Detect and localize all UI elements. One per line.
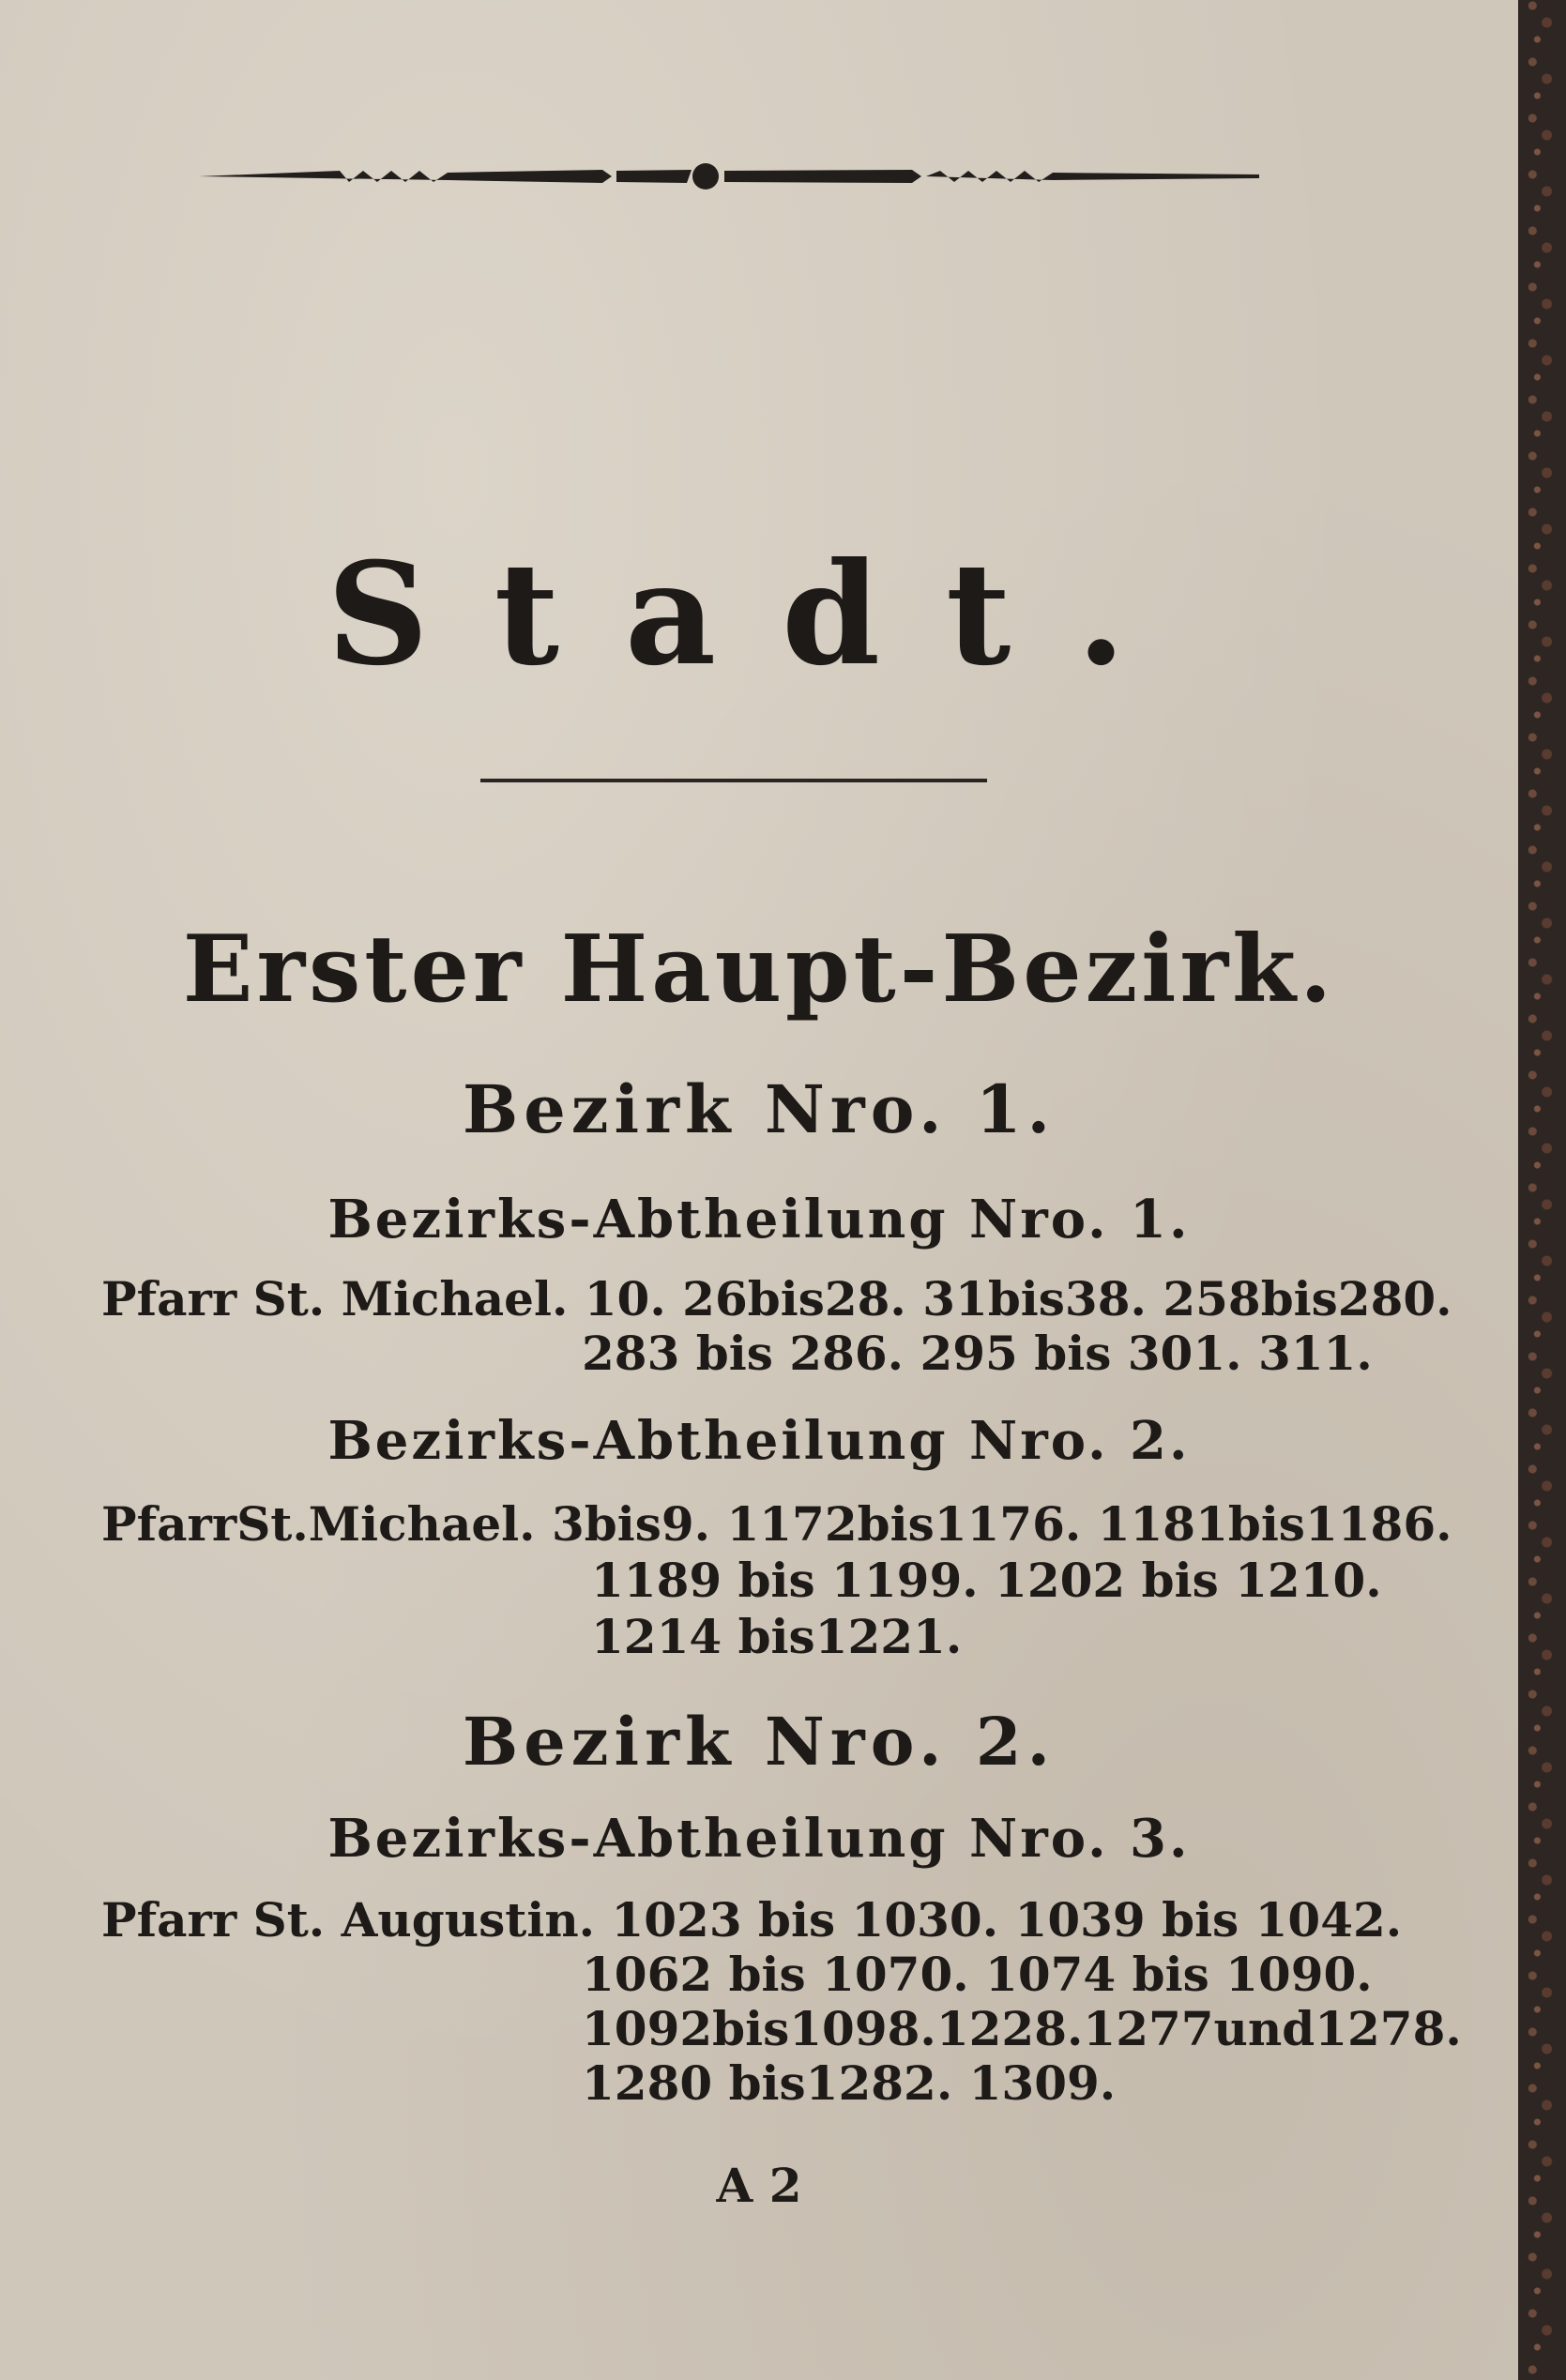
page-title: Stadt. [327, 532, 1192, 697]
subdivision-2-heading: Bezirks-Abtheilung Nro. 2. [327, 1410, 1191, 1472]
book-edge [1518, 0, 1566, 2380]
decorative-ornament-rule [199, 158, 1259, 195]
main-district-heading: Erster Haupt-Bezirk. [182, 916, 1336, 1023]
title-divider [480, 779, 987, 782]
subdivision-3-line-3: 1092bis1098.1228.1277und1278. [582, 2001, 1462, 2056]
subdivision-1-line-1: Pfarr St. Michael. 10. 26bis28. 31bis38. 258bis280. [101, 1271, 1452, 1326]
subdivision-1-line-2: 283 bis 286. 295 bis 301. 311. [582, 1326, 1373, 1381]
subdivision-3-heading: Bezirks-Abtheilung Nro. 3. [327, 1808, 1191, 1870]
subdivision-2-line-3: 1214 bis1221. [591, 1609, 963, 1664]
district-1-heading: Bezirk Nro. 1. [463, 1070, 1056, 1148]
subdivision-3-line-4: 1280 bis1282. 1309. [582, 2055, 1117, 2111]
subdivision-1-heading: Bezirks-Abtheilung Nro. 1. [327, 1189, 1191, 1251]
district-2-heading: Bezirk Nro. 2. [463, 1703, 1056, 1781]
subdivision-3-line-2: 1062 bis 1070. 1074 bis 1090. [582, 1947, 1373, 2002]
subdivision-2-line-2: 1189 bis 1199. 1202 bis 1210. [591, 1553, 1382, 1608]
signature-mark: A 2 [716, 2158, 802, 2213]
subdivision-3-line-1: Pfarr St. Augustin. 1023 bis 1030. 1039 bis 1042. [101, 1892, 1403, 1948]
subdivision-2-line-1: PfarrSt.Michael. 3bis9. 1172bis1176. 1181bis1186. [101, 1496, 1452, 1552]
